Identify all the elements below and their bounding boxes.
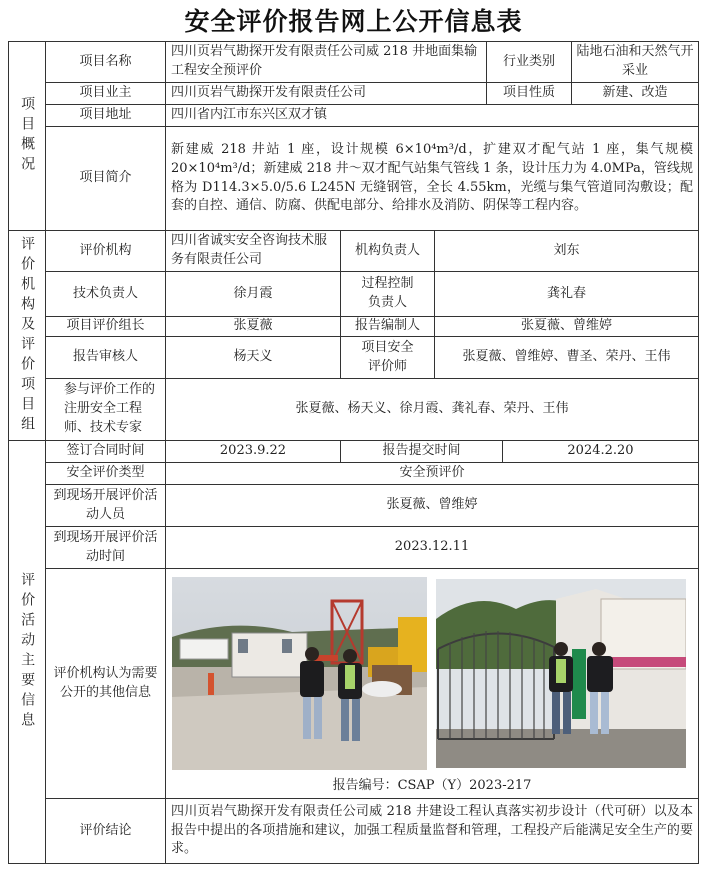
report-number: 报告编号：CSAP（Y）2023-217 [332,778,532,793]
site-people-value: 张夏薇、曾维婷 [165,484,699,527]
site-time-value: 2023.12.11 [165,526,699,569]
writer-value: 张夏薇、曾维婷 [434,316,699,337]
project-name-label: 项目名称 [45,41,166,83]
agency-label: 评价机构 [45,230,166,272]
industry-value: 陆地石油和天然气开采业 [571,41,699,83]
submit-date: 2024.2.20 [502,440,699,463]
conclusion-value: 四川页岩气勘探开发有限责任公司威 218 井建设工程认真落实初步设计（代可研）以及本报告中提出的各项措施和建议，加强工程质量监督和管理，工程投产后能满足安全生产的要求。 [165,798,699,864]
address-value: 四川省内江市东兴区双才镇 [165,104,699,127]
tech-head-label: 技术负责人 [45,271,166,317]
other-info-cell [165,568,699,799]
assessors-label: 项目安全评价师 [340,336,435,379]
writer-label: 报告编制人 [340,316,435,337]
address-label: 项目地址 [45,104,166,127]
assessors-value: 张夏薇、曾维婷、曹圣、荣丹、王伟 [434,336,699,379]
agency-value: 四川省诚实安全咨询技术服务有限责任公司 [165,230,341,272]
submit-label: 报告提交时间 [340,440,503,463]
industry-label: 行业类别 [486,41,572,83]
conclusion-label: 评价结论 [45,798,166,864]
contract-label: 签订合同时间 [45,440,166,463]
section-org: 评价机构及评价项目组 [8,230,46,441]
site-people-label: 到现场开展评价活动人员 [45,484,166,527]
owner-value: 四川页岩气勘探开发有限责任公司 [165,82,487,105]
intro-value: 新建威 218 井站 1 座，设计规模 6×10⁴m³/d，扩建双才配气站 1 座，集气规模 20×10⁴m³/d；新建威 218 井～双才配气站集气管线 1 条，设计压力为 4.0MPa，管线规格为 D114.3×5.0/5.6 L245N 无缝钢管，全长 4.55km，光缆与集气管道同沟敷设；配套的自控、通信、防腐、供配电部分、给排水及消防、阴保等工程内容。 [165,126,699,231]
reviewer-value: 杨天义 [165,336,341,379]
nature-value: 新建、改造 [571,82,699,105]
intro-label: 项目简介 [45,126,166,231]
type-label: 安全评价类型 [45,462,166,485]
page-title: 安全评价报告网上公开信息表 [184,7,523,36]
leader-value: 张夏薇 [165,316,341,337]
section-activity: 评价活动主要信息 [8,440,46,864]
other-info-label: 评价机构认为需要公开的其他信息 [45,568,166,799]
site-photo-1-image [172,577,427,770]
experts-value: 张夏薇、杨天义、徐月霞、龚礼春、荣丹、王伟 [165,378,699,441]
experts-label: 参与评价工作的注册安全工程师、技术专家 [45,378,166,441]
contract-date: 2023.9.22 [165,440,341,463]
section-overview: 项目概况 [8,41,46,231]
process-head-value: 龚礼春 [434,271,699,317]
site-photo-1 [172,577,427,770]
site-time-label: 到现场开展评价活动时间 [45,526,166,569]
site-photo-2-image [436,579,686,768]
site-photo-2 [436,579,686,768]
project-name: 四川页岩气勘探开发有限责任公司威 218 井地面集输工程安全预评价 [165,41,487,83]
nature-label: 项目性质 [486,82,572,105]
process-head-label: 过程控制负责人 [340,271,435,317]
agency-head-label: 机构负责人 [340,230,435,272]
agency-head-value: 刘东 [434,230,699,272]
leader-label: 项目评价组长 [45,316,166,337]
type-value: 安全预评价 [165,462,699,485]
reviewer-label: 报告审核人 [45,336,166,379]
tech-head-value: 徐月霞 [165,271,341,317]
owner-label: 项目业主 [45,82,166,105]
